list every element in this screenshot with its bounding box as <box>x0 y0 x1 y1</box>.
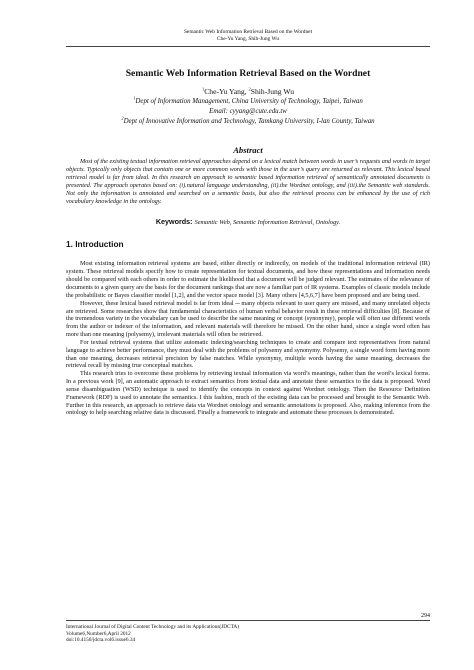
keywords-label: Keywords: <box>155 217 195 227</box>
running-head-title: Semantic Web Information Retrieval Based on the Wordnet <box>183 29 313 35</box>
footer-doi: doi:10.4156/jdcta.vol6.issue6.34 <box>66 637 136 644</box>
keywords-line <box>66 217 430 226</box>
affiliations <box>66 97 430 127</box>
paper-title: Semantic Web Information Retrieval Based on the Wordnet <box>125 68 371 79</box>
affiliation-1 <box>66 97 430 107</box>
header-rule <box>66 46 430 47</box>
author1-marker: 1 <box>201 86 205 92</box>
footer-volume: Volume6,Number6,April 2012 <box>66 630 131 637</box>
body-paragraph: However, these lexical based retrieval model is far from ideal ─ many objects relevant to user query are missed, and many unrelated objects are retrieved. Some researches show that fundamental characteristics of human verbal behavior result in these retrieval difficulties [8]. Because of the tremendous variety in the vocabulary can be used to describe the same meaning or concept (synonymy), people will often use different words from the author or indexer of the information, and relevant materials will therefore be missed. On the other hand, since a single word often has more than one meaning (polysemy), irrelevant materials will often be retrieved. <box>66 299 430 339</box>
author-email: Email: cyyang@cute.edu.tw <box>209 108 287 115</box>
body-paragraph: This research tries to overcome these problems by retrieving textual information via word’s meanings, rather than the word’s lexical forms. In a previous work [9], an automatic approach to extract semantics from textual data and annotate these semantics to the data is proposed. Word sense disambiguation (WSD) technique is used to identify the concepts in context against Wordnet ontology. Then the Resource Definition Framework (RDF) is used to annotate the semantics. I this fashion, much of the existing data can be processed and brought to the Semantic Web. Further in this research, an approach to retrieve data via Wordnet ontology and semantic annotations is proposed. Also, making inference from the ontology to help searching relative data is discussed. Finally a framework to integrate and automate these processes is demonstrated. <box>66 370 430 417</box>
author1-name: Che-Yu Yang, <box>204 87 249 96</box>
page-number: 294 <box>421 613 430 619</box>
affiliation-2 <box>66 117 430 127</box>
author-line <box>66 87 430 96</box>
section-heading-introduction: 1. Introduction <box>66 239 124 250</box>
footer <box>66 624 430 644</box>
abstract-text: Most of the existing textual information retrieval approaches depend on a lexical match between words in user’s requests and words in target objects. Typically only objects that contain one or more common words with those in the user’s query are returned as relevant. This lexical based retrieval model is far from ideal. In this research an approach to semantic based information retrieval of semantically annotated documents is presented. The approach operates based on: (i).natural language understanding, (ii).the Wordnet ontology, and (iii).the Semantic web standards. Not only the information is annotated and searched on a semantic basis, but also the retrieval process can be enhanced by the use of rich vocabulary knowledge in the ontology. <box>66 158 430 205</box>
affiliation-2-text: Dept of Innovative Information and Technology, Tamkang University, I-lan County, Taiwan <box>123 118 375 125</box>
keywords-text: Semantic Web, Semantic Information Retrieval, Ontology. <box>194 219 341 227</box>
body-paragraph: For textual retrieval systems that utilize automatic indexing/searching techniques to create and compare text representatives from natural language to achieve better performance, they must deal with the problems of polysemy and synonymy. Polysemy, a single word form having more than one meaning, decreases retrieval precision by false matches. While synonymy, multiple words having the same meaning, decreases the retrieval recall by missing true conceptual matches. <box>66 338 430 370</box>
footer-journal: International Journal of Digital Content Technology and its Applications(JDCTA) <box>66 624 239 630</box>
footer-rule <box>66 620 430 621</box>
affiliation-1-marker: 1 <box>133 95 136 101</box>
body-paragraph: Most existing information retrieval systems are based, either directly or indirectly, on models of the traditional information retrieval (IR) system. These retrieval models specify how to create representation for textual documents, and how these representations and information needs should be compared with each others in order to estimate the likelihood that a document will be judged relevant. The estimates of the relevance of documents to a given query are the basis for the document rankings that are now a familiar part of IR systems. Examples of classic models include the probabilistic or Bayes classifier model [1,2], and the vector space model [3]. Many others [4,5,6,7] have been proposed and are being used. <box>66 260 430 299</box>
author2-marker: 2 <box>248 86 251 92</box>
author2-name: Shih-Jung Wu <box>250 87 295 96</box>
abstract-heading: Abstract <box>233 145 263 155</box>
running-head <box>66 0 430 43</box>
running-head-authors: Che-Yu Yang, Shih-Jung Wu <box>216 36 280 42</box>
introduction-body <box>66 260 430 417</box>
affiliation-2-marker: 2 <box>121 115 124 121</box>
affiliation-1-text: Dept of Information Management, China University of Technology, Taipei, Taiwan <box>135 98 363 105</box>
